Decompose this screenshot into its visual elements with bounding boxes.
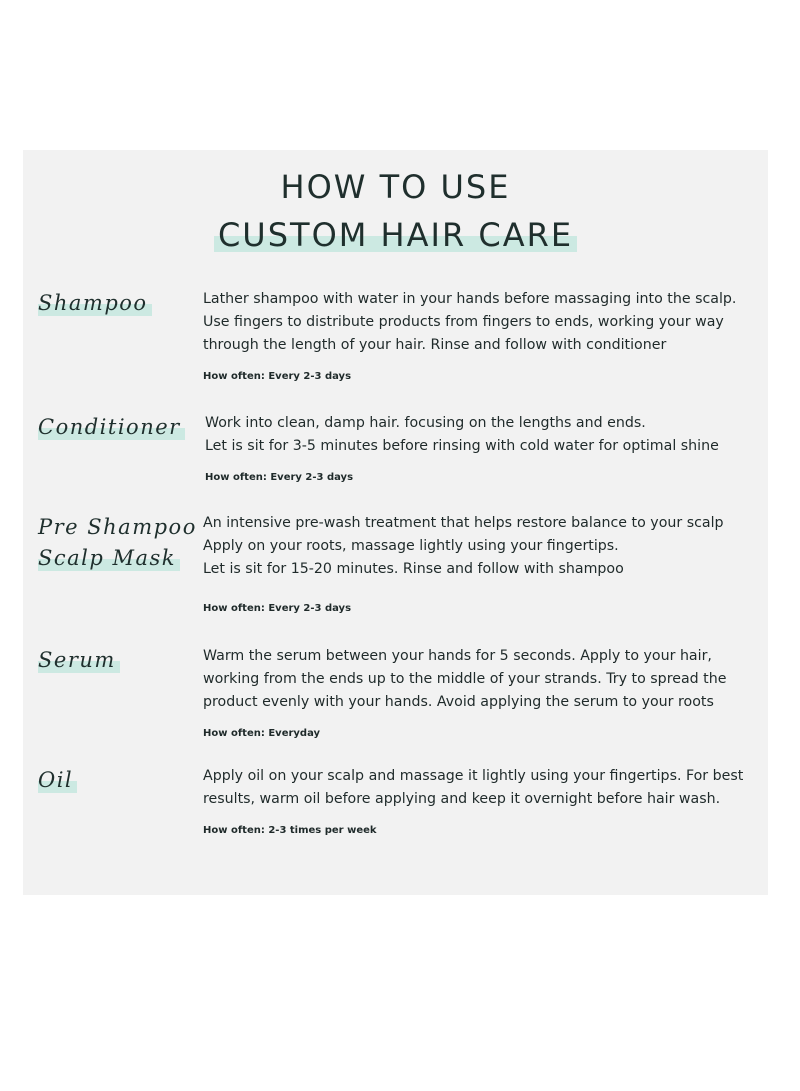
frequency-note: How often: Every 2-3 days [203,371,352,382]
section-body: An intensive pre-wash treatment that helps restore balance to your scalp Apply on your roots, massage lightly using your fingertips. Let is sit for 15-20 minutes. Rinse and follow with shampoo How often: Every 2-3 days [203,512,748,620]
section-body: Warm the serum between your hands for 5 seconds. Apply to your hair, working from the ends up to the middle of your strands. Try to spread the product evenly with your hands. Avoid applying the serum to your roots How often: Everyday [203,645,748,745]
frequency-note: How often: Everyday [203,728,321,739]
instruction-card [23,150,768,895]
section-label: Pre Shampoo Scalp Mask [38,512,197,574]
title-line-1: HOW TO USE [280,168,511,206]
title-line-2: CUSTOM HAIR CARE [217,216,574,254]
section-body: Lather shampoo with water in your hands before massaging into the scalp. Use fingers to distribute products from fingers to ends, working your way through the length of your hair. Rinse and follow with conditioner How often: Every 2-3 days [203,288,748,388]
section-label: Shampoo [38,288,148,319]
section-label: Conditioner [38,412,181,443]
frequency-note: How often: 2-3 times per week [203,825,377,836]
section-label: Serum [38,645,116,676]
section-body: Work into clean, damp hair. focusing on the lengths and ends. Let is sit for 3-5 minutes before rinsing with cold water for optimal shine How often: Every 2-3 days [205,412,750,489]
frequency-note: How often: Every 2-3 days [205,472,354,483]
section-body: Apply oil on your scalp and massage it lightly using your fingertips. For best results, warm oil before applying and keep it overnight before hair wash. How often: 2-3 times per week [203,765,748,842]
section-label: Oil [38,765,73,796]
frequency-note: How often: Every 2-3 days [203,603,352,614]
